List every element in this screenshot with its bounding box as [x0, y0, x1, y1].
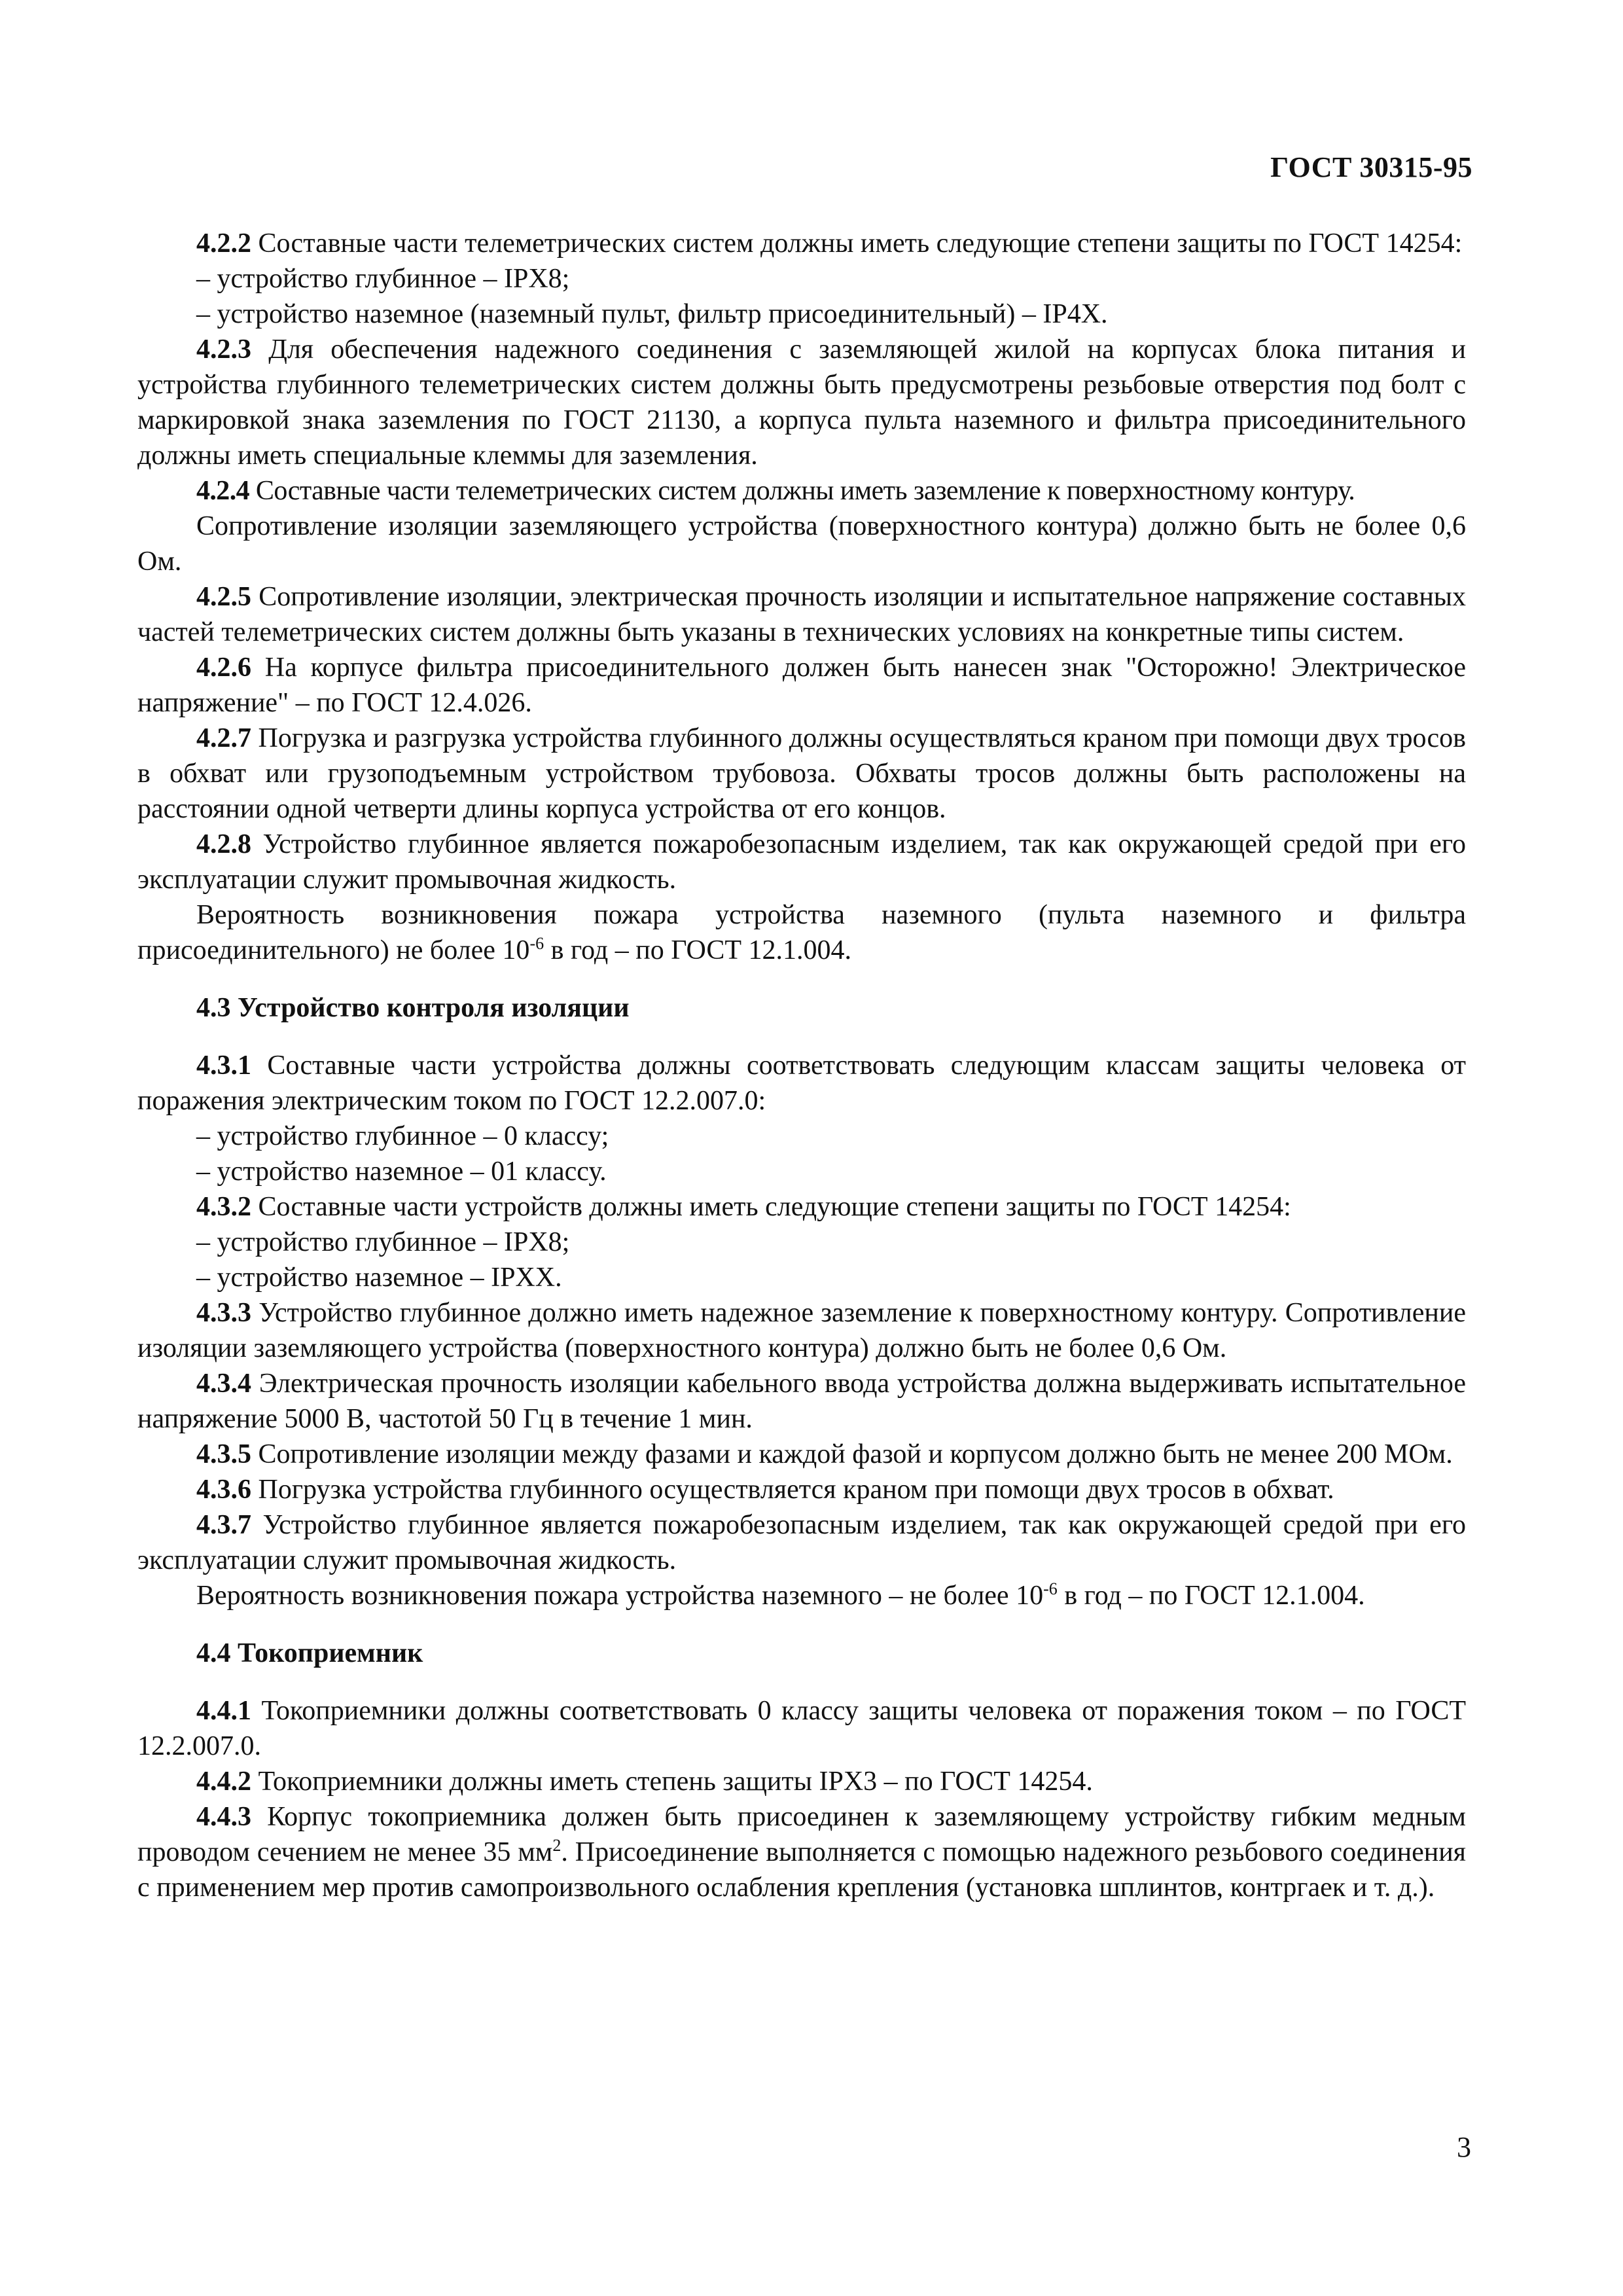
clause-text: Для обеспечения надежного соединения с заземляющей жилой на корпусах блока питания и устройства глубинного телеметрических систем должны быть предусмотрены резьбовые отверстия под болт с маркировкой знака заземления по ГОСТ 21130, а корпуса пульта наземного и фильтра присоединительного должны иметь специальные клеммы для заземления. — [137, 334, 1466, 471]
clause-number: 4.2.2 — [196, 228, 251, 259]
text-before-exponent: Вероятность возникновения пожара устройства наземного – не более 10 — [196, 1581, 1044, 1611]
clause-number: 4.3.4 — [196, 1369, 251, 1399]
paragraph-4-3-7-probability — [137, 1578, 1466, 1613]
paragraph-4-2-7 — [137, 721, 1466, 827]
clause-number: 4.3.2 — [196, 1192, 251, 1222]
clause-text: Погрузка и разгрузка устройства глубинного должны осуществляться краном при помощи двух тросов в обхват или грузоподъемным устройством трубовоза. Обхваты тросов должны быть расположены на расстоянии одной четверти длины корпуса устройства от его концов. — [137, 723, 1467, 824]
clause-text: На корпусе фильтра присоединительного должен быть нанесен знак "Осторожно! Электрическое напряжение" – по ГОСТ 12.4.026. — [137, 653, 1467, 718]
clause-number: 4.3.1 — [196, 1050, 251, 1081]
paragraph-4-3-3 — [137, 1295, 1466, 1366]
clause-number: 4.4.1 — [196, 1696, 251, 1726]
clause-number: 4.4.3 — [196, 1802, 251, 1832]
clause-number: 4.3.5 — [196, 1439, 251, 1469]
section-title-4-3: 4.3 Устройство контроля изоляции — [196, 993, 630, 1023]
paragraph-4-2-6 — [137, 650, 1466, 721]
clause-number: 4.3.6 — [196, 1475, 251, 1505]
exponent: -6 — [529, 934, 544, 953]
clause-number: 4.2.7 — [196, 723, 251, 753]
exponent: 2 — [552, 1836, 562, 1855]
list-item: – устройство глубинное – 0 классу; — [196, 1121, 609, 1151]
text-after-exponent: в год – по ГОСТ 12.1.004. — [1057, 1581, 1365, 1611]
clause-number: 4.2.8 — [196, 829, 251, 859]
paragraph-4-4-1 — [137, 1693, 1466, 1764]
list-item: – устройство наземное – 01 классу. — [196, 1157, 607, 1187]
paragraph-4-4-2 — [137, 1764, 1466, 1799]
paragraph-4-2-8 — [137, 827, 1466, 897]
clause-number: 4.2.3 — [196, 334, 251, 365]
paragraph-4-3-5 — [137, 1437, 1466, 1472]
section-title-4-4: 4.4 Токоприемник — [196, 1638, 423, 1668]
clause-text: Токоприемники должны иметь степень защиты IPX3 – по ГОСТ 14254. — [258, 1767, 1093, 1797]
text-after-exponent: . Присоединение выполняется с помощью надежного резьбового соединения с применением мер против самопроизвольного ослабления крепления (установка шплинтов, контргаек и т. д.). — [137, 1837, 1466, 1903]
clause-text: Погрузка устройства глубинного осуществляется краном при помощи двух тросов в обхват. — [258, 1475, 1334, 1505]
clause-text: Устройство глубинное является пожаробезопасным изделием, так как окружающей средой при его эксплуатации служит промывочная жидкость. — [137, 1510, 1466, 1575]
exponent: -6 — [1043, 1579, 1058, 1598]
paragraph-4-3-4 — [137, 1366, 1466, 1437]
clause-text: Составные части устройства должны соответствовать следующим классам защиты человека от поражения электрическим током по ГОСТ 12.2.007.0: — [137, 1050, 1467, 1116]
paragraph-4-2-4-continued: Сопротивление изоляции заземляющего устройства (поверхностного контура) должно быть не более 0,6 Ом. — [137, 511, 1466, 577]
page-number: 3 — [1457, 2131, 1471, 2163]
clause-text: Составные части устройств должны иметь следующие степени защиты по ГОСТ 14254: — [258, 1192, 1291, 1222]
text-before-exponent: Вероятность возникновения пожара устройства наземного (пульта наземного и фильтра присоединительного) не более 10 — [137, 900, 1466, 965]
clause-number: 4.3.3 — [196, 1298, 251, 1328]
clause-number: 4.2.5 — [196, 582, 251, 612]
clause-text: Составные части телеметрических систем должны иметь следующие степени защиты по ГОСТ 14254: — [258, 228, 1463, 259]
paragraph-4-2-5 — [137, 579, 1466, 650]
paragraph-4-3-7 — [137, 1507, 1466, 1578]
paragraph-4-2-4 — [137, 473, 1466, 509]
paragraph-4-2-8-probability — [137, 897, 1466, 968]
clause-text: Токоприемники должны соответствовать 0 классу защиты человека от поражения током – по ГОСТ 12.2.007.0. — [137, 1696, 1467, 1761]
list-item: – устройство наземное – IPXX. — [196, 1263, 562, 1293]
paragraph-4-4-3 — [137, 1799, 1466, 1905]
clause-text: Составные части телеметрических систем должны иметь заземление к поверхностному контуру. — [255, 476, 1355, 506]
list-item: – устройство глубинное – IPX8; — [196, 1227, 570, 1257]
paragraph-4-2-2 — [137, 226, 1466, 261]
paragraph-4-3-2 — [137, 1189, 1466, 1225]
clause-text: Сопротивление изоляции между фазами и каждой фазой и корпусом должно быть не менее 200 МОм. — [258, 1439, 1453, 1469]
text-before-exponent: Корпус токоприемника должен быть присоединен к заземляющему устройству гибким медным проводом сечением не менее 35 мм — [137, 1802, 1466, 1867]
clause-number: 4.2.6 — [196, 653, 251, 683]
paragraph-4-2-3 — [137, 332, 1466, 473]
document-code-header: ГОСТ 30315-95 — [1270, 151, 1472, 183]
paragraph-4-3-1 — [137, 1048, 1466, 1119]
clause-number: 4.4.2 — [196, 1767, 251, 1797]
text-after-exponent: в год – по ГОСТ 12.1.004. — [544, 935, 852, 965]
paragraph-4-3-6 — [137, 1472, 1466, 1507]
list-item: – устройство глубинное – IPX8; — [196, 264, 570, 294]
clause-text: Электрическая прочность изоляции кабельного ввода устройства должна выдерживать испытательное напряжение 5000 В, частотой 50 Гц в течение 1 мин. — [137, 1369, 1467, 1434]
clause-number: 4.3.7 — [196, 1510, 251, 1540]
document-body — [137, 226, 1466, 1905]
clause-text: Сопротивление изоляции, электрическая прочность изоляции и испытательное напряжение составных частей телеметрических систем должны быть указаны в технических условиях на конкретные типы систем. — [137, 582, 1467, 647]
clause-text: Устройство глубинное является пожаробезопасным изделием, так как окружающей средой при его эксплуатации служит промывочная жидкость. — [137, 829, 1466, 895]
clause-text: Устройство глубинное должно иметь надежное заземление к поверхностному контуру. Сопротивление изоляции заземляющего устройства (поверхностного контура) должно быть не более 0,6 Ом. — [137, 1298, 1467, 1363]
list-item: – устройство наземное (наземный пульт, фильтр присоединительный) – IP4X. — [196, 299, 1108, 329]
clause-number: 4.2.4 — [196, 476, 250, 506]
